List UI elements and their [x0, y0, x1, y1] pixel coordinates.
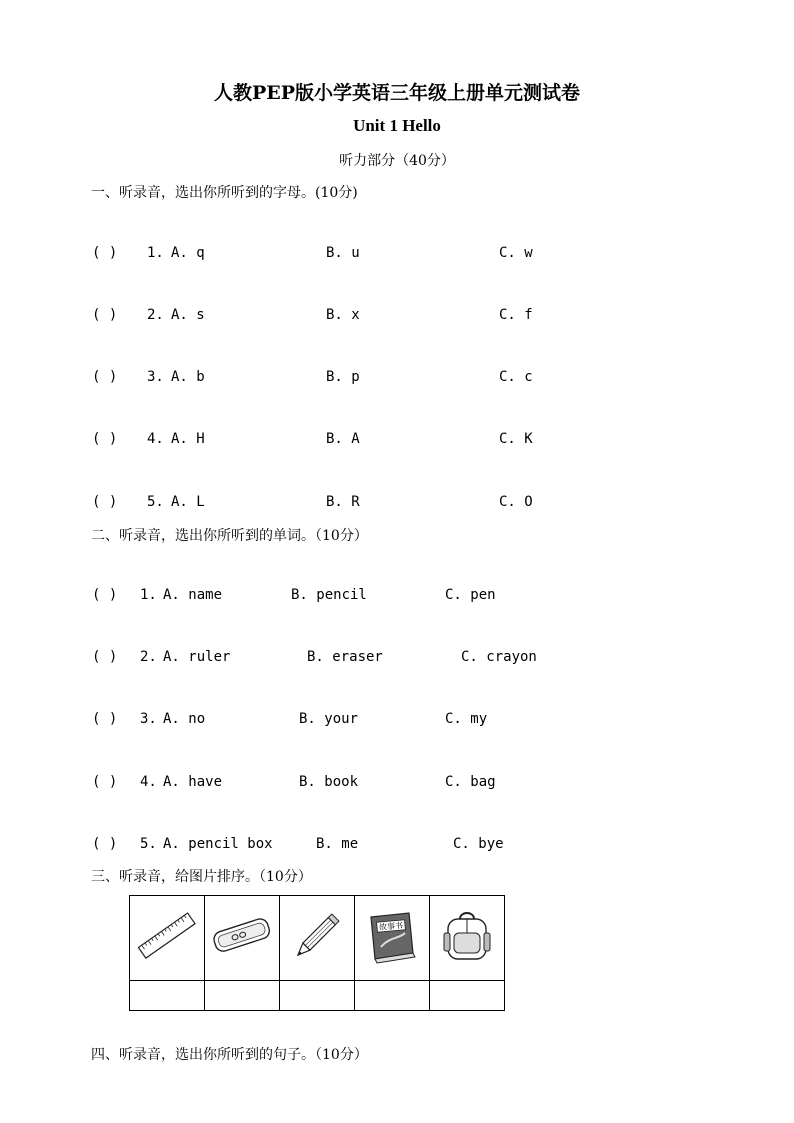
answer-blank[interactable]: ( ): [92, 587, 118, 603]
option-b: B. x: [326, 307, 360, 323]
option-c: C. bye: [453, 836, 504, 852]
question-number: 1.: [140, 587, 157, 603]
order-answer-cell[interactable]: [355, 981, 430, 1011]
option-b: B. your: [299, 711, 359, 727]
picture-cell: [430, 896, 505, 981]
answer-blank[interactable]: ( ): [92, 307, 118, 323]
option-a: A. have: [163, 774, 223, 790]
part-heading: 听力部分（40分）: [339, 153, 455, 169]
question-number: 3.: [147, 369, 164, 385]
storybook-label: 故事书: [378, 920, 404, 933]
option-a: A. no: [163, 711, 206, 727]
order-answer-cell[interactable]: [430, 981, 505, 1011]
option-c: C. w: [499, 245, 533, 261]
option-b: B. pencil: [291, 587, 367, 603]
schoolbag-icon: [434, 903, 500, 969]
option-c: C. my: [445, 711, 488, 727]
option-b: B. u: [326, 245, 360, 261]
answer-blank[interactable]: ( ): [92, 774, 118, 790]
order-answer-cell[interactable]: [130, 981, 205, 1011]
option-b: B. p: [326, 369, 360, 385]
order-answer-cell[interactable]: [280, 981, 355, 1011]
answer-blank[interactable]: ( ): [92, 494, 118, 510]
option-b: B. A: [326, 431, 360, 447]
picture-cell: [355, 896, 430, 981]
section-3-heading: 三、听录音，给图片排序。（10分）: [91, 869, 312, 885]
option-a: A. ruler: [163, 649, 231, 665]
option-c: C. pen: [445, 587, 496, 603]
picture-cell: [205, 896, 280, 981]
option-b: B. me: [316, 836, 359, 852]
section-2-heading: 二、听录音，选出你所听到的单词。（10分）: [91, 528, 368, 544]
section-1-heading: 一、听录音，选出你所听到的字母。(10分): [91, 185, 358, 201]
option-c: C. K: [499, 431, 533, 447]
option-c: C. O: [499, 494, 533, 510]
option-a: A. L: [171, 494, 205, 510]
option-a: A. pencil box: [163, 836, 273, 852]
option-c: C. c: [499, 369, 533, 385]
picture-ordering-table: [129, 895, 505, 1011]
pencil-icon: [284, 903, 350, 969]
option-a: A. q: [171, 245, 205, 261]
answer-blank[interactable]: ( ): [92, 649, 118, 665]
option-a: A. s: [171, 307, 205, 323]
unit-title: Unit 1 Hello: [353, 116, 441, 135]
question-number: 4.: [147, 431, 164, 447]
option-a: A. b: [171, 369, 205, 385]
option-c: C. bag: [445, 774, 496, 790]
question-number: 5.: [140, 836, 157, 852]
answer-blank[interactable]: ( ): [92, 836, 118, 852]
section-4-heading: 四、听录音，选出你所听到的句子。（10分）: [91, 1047, 368, 1063]
question-number: 2.: [147, 307, 164, 323]
ruler-icon: [134, 903, 200, 969]
order-answer-cell[interactable]: [205, 981, 280, 1011]
option-c: C. f: [499, 307, 533, 323]
option-b: B. eraser: [307, 649, 383, 665]
page-title: 人教PEP版小学英语三年级上册单元测试卷: [213, 82, 581, 104]
answer-blank[interactable]: ( ): [92, 711, 118, 727]
option-c: C. crayon: [461, 649, 537, 665]
answer-blank[interactable]: ( ): [92, 245, 118, 261]
answer-blank[interactable]: ( ): [92, 369, 118, 385]
eraser-icon: [209, 903, 275, 969]
option-a: A. name: [163, 587, 223, 603]
storybook-icon: [359, 903, 425, 969]
question-number: 4.: [140, 774, 157, 790]
option-b: B. R: [326, 494, 360, 510]
question-number: 2.: [140, 649, 157, 665]
question-number: 5.: [147, 494, 164, 510]
option-a: A. H: [171, 431, 205, 447]
question-number: 3.: [140, 711, 157, 727]
picture-cell: [130, 896, 205, 981]
answer-blank[interactable]: ( ): [92, 431, 118, 447]
picture-cell: [280, 896, 355, 981]
question-number: 1.: [147, 245, 164, 261]
option-b: B. book: [299, 774, 359, 790]
